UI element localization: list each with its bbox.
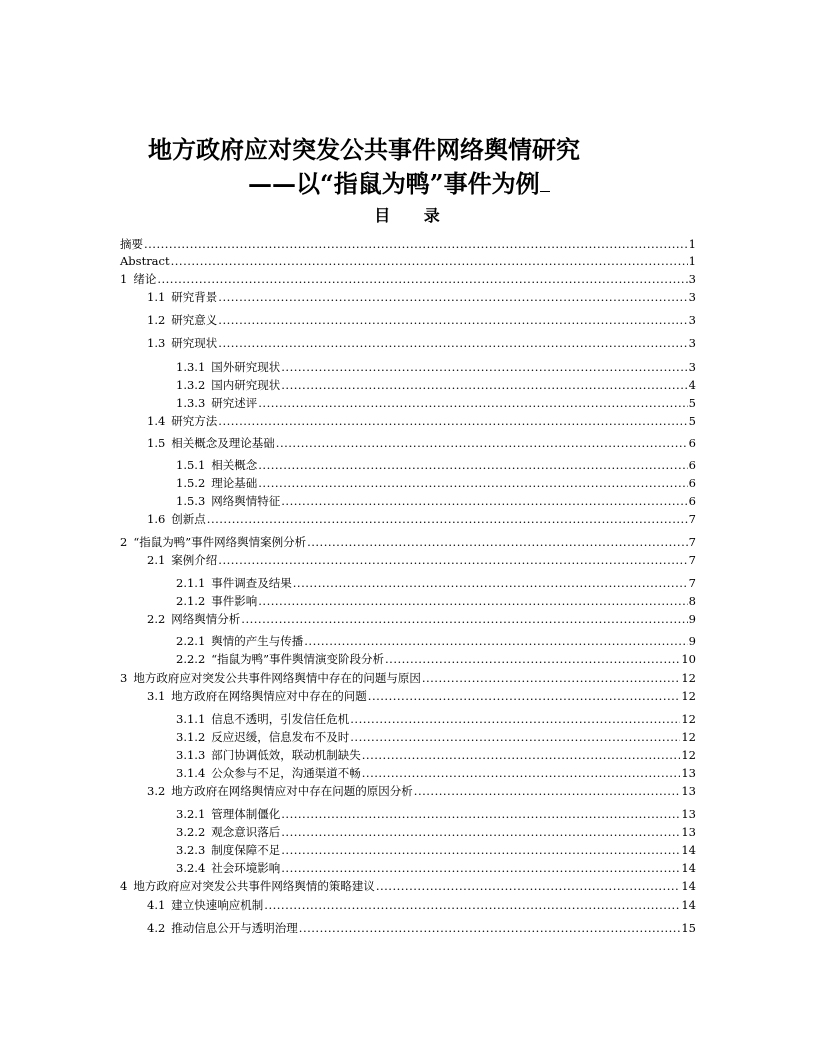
toc-entry[interactable] (120, 512, 696, 526)
toc-dot-leader (241, 612, 687, 626)
toc-entry[interactable] (120, 436, 696, 450)
toc-entry[interactable] (120, 861, 696, 875)
toc-entry[interactable] (120, 360, 696, 374)
toc-entry-number: 3.1.2 (176, 730, 206, 744)
toc-entry-number: 1.1 (147, 290, 166, 304)
toc-entry-title (147, 313, 217, 327)
toc-entry-number: 1.5.3 (176, 494, 206, 508)
toc-entry-title (120, 237, 143, 251)
toc-entry[interactable] (120, 494, 696, 508)
toc-entry[interactable] (120, 689, 696, 703)
toc-entry-number: 1.3 (147, 336, 166, 350)
toc-entry[interactable] (120, 553, 696, 567)
toc-page-number: 7 (688, 576, 696, 590)
toc-dot-leader (207, 512, 688, 526)
toc-entry-title (120, 254, 170, 268)
toc-entry-number: 1.6 (147, 512, 166, 526)
toc-page-number: 7 (688, 535, 696, 549)
toc-entry-number: 3.2.4 (176, 861, 206, 875)
toc-dot-leader (299, 921, 681, 935)
toc-entry-label: 国内研究现状 (211, 378, 281, 392)
toc-entry-number: 4.2 (147, 921, 166, 935)
toc-entry-label: 事件调查及结果 (211, 576, 292, 590)
toc-page-number: 7 (688, 553, 696, 567)
toc-entry[interactable] (120, 879, 696, 893)
toc-entry-title (147, 612, 240, 626)
toc-dot-leader (281, 360, 687, 374)
toc-page-number: 12 (681, 689, 696, 703)
toc-page-number: 7 (688, 512, 696, 526)
toc-entry[interactable] (120, 612, 696, 626)
toc-page-number: 6 (688, 494, 696, 508)
toc-dot-leader (258, 396, 687, 410)
toc-entry-number: 1.3.2 (176, 378, 206, 392)
toc-entry-label: 观念意识落后 (211, 825, 281, 839)
toc-entry-title (147, 921, 298, 935)
toc-entry-number: 3.2.1 (176, 807, 206, 821)
toc-entry[interactable] (120, 921, 696, 935)
toc-entry-number: 2 (120, 535, 128, 549)
toc-dot-leader (307, 535, 688, 549)
toc-heading: 目 录 (374, 206, 454, 225)
toc-entry-label: 绪论 (133, 272, 157, 286)
toc-dot-leader (350, 730, 680, 744)
toc-page-number: 12 (681, 712, 696, 726)
toc-page-number: 9 (688, 612, 696, 626)
toc-dot-leader (258, 458, 687, 472)
toc-entry-number: 3 (120, 671, 128, 685)
toc-dot-leader (281, 825, 680, 839)
toc-entry-title (147, 512, 206, 526)
toc-entry[interactable] (120, 748, 696, 762)
toc-entry-label: 建立快速响应机制 (171, 898, 264, 912)
toc-entry-label: 国外研究现状 (211, 360, 281, 374)
toc-entry-number: 1.3.3 (176, 396, 206, 410)
toc-page-number: 8 (688, 594, 696, 608)
toc-entry-title (176, 843, 280, 857)
toc-entry[interactable] (120, 898, 696, 912)
toc-page-number: 13 (681, 784, 696, 798)
toc-entry-number: 1.5 (147, 436, 166, 450)
toc-entry[interactable] (120, 712, 696, 726)
toc-entry[interactable] (120, 784, 696, 798)
toc-entry[interactable] (120, 458, 696, 472)
toc-page-number: 10 (681, 652, 696, 666)
document-title: 地方政府应对突发公共事件网络舆情研究 (148, 135, 580, 164)
toc-entry-title (120, 535, 306, 549)
toc-entry-label: 社会环境影响 (211, 861, 281, 875)
toc-page-number: 14 (681, 861, 696, 875)
toc-entry-label: 研究现状 (171, 336, 218, 350)
toc-entry-label: 管理体制僵化 (211, 807, 281, 821)
toc-entry-label: “指鼠为鸭”事件网络舆情案例分析 (133, 535, 307, 549)
toc-entry-label: 公众参与不足，沟通渠道不畅 (211, 766, 361, 780)
toc-entry-number: 1.4 (147, 414, 166, 428)
toc-entry-label: 网络舆情特征 (211, 494, 281, 508)
document-subtitle-text: ——以“指鼠为鸭”事件为例 (248, 169, 540, 198)
toc-page-number: 12 (681, 730, 696, 744)
toc-page-number: 6 (688, 436, 696, 450)
toc-dot-leader (144, 237, 688, 251)
toc-entry-number: 3.1.1 (176, 712, 206, 726)
toc-dot-leader (157, 272, 687, 286)
toc-dot-leader (171, 254, 688, 268)
toc-entry-number: 1.5.2 (176, 476, 206, 490)
toc-entry-title (147, 436, 275, 450)
toc-entry-title (176, 494, 280, 508)
toc-dot-leader (281, 494, 687, 508)
toc-entry-label: Abstract (120, 254, 170, 268)
toc-entry[interactable] (120, 843, 696, 857)
toc-dot-leader (350, 712, 680, 726)
toc-page-number: 1 (688, 237, 696, 251)
toc-page-number: 14 (681, 879, 696, 893)
toc-entry-label: 摘要 (120, 237, 143, 251)
toc-dot-leader (218, 553, 687, 567)
toc-page-number: 3 (688, 336, 696, 350)
toc-page-number: 9 (688, 634, 696, 648)
toc-entry-label: 相关概念及理论基础 (171, 436, 275, 450)
toc-entry-title (147, 290, 217, 304)
toc-dot-leader (293, 576, 688, 590)
toc-entry-label: 研究方法 (171, 414, 218, 428)
toc-page-number: 3 (688, 272, 696, 286)
toc-dot-leader (368, 689, 681, 703)
toc-page-number: 6 (688, 476, 696, 490)
toc-entry-label: 网络舆情分析 (171, 612, 241, 626)
toc-entry-number: 2.2 (147, 612, 166, 626)
toc-entry-title (147, 784, 413, 798)
toc-entry[interactable] (120, 535, 696, 549)
toc-entry-label: 推动信息公开与透明治理 (171, 921, 298, 935)
toc-entry-label: 创新点 (171, 512, 206, 526)
toc-entry[interactable] (120, 634, 696, 648)
toc-entry-number: 4 (120, 879, 128, 893)
toc-entry-title (176, 766, 361, 780)
toc-entry[interactable] (120, 825, 696, 839)
toc-entry-label: 相关概念 (211, 458, 258, 472)
toc-dot-leader (362, 748, 681, 762)
toc-dot-leader (281, 861, 680, 875)
toc-entry-number: 2.1.1 (176, 576, 206, 590)
toc-entry-title (176, 861, 280, 875)
toc-entry-title (176, 458, 257, 472)
toc-page-number: 3 (688, 360, 696, 374)
toc-entry[interactable] (120, 807, 696, 821)
toc-entry-number: 3.1 (147, 689, 166, 703)
toc-entry-number: 2.1.2 (176, 594, 206, 608)
toc-entry-title (147, 553, 217, 567)
toc-entry-label: 地方政府在网络舆情应对中存在问题的原因分析 (171, 784, 413, 798)
toc-entry-label: 信息不透明，引发信任危机 (211, 712, 350, 726)
toc-entry-number: 3.2 (147, 784, 166, 798)
toc-page-number: 13 (681, 825, 696, 839)
toc-entry-label: 案例介绍 (171, 553, 218, 567)
toc-dot-leader (362, 766, 681, 780)
toc-dot-leader (218, 336, 687, 350)
toc-entry[interactable] (120, 336, 696, 350)
toc-entry-title (147, 689, 367, 703)
toc-entry-number: 1.5.1 (176, 458, 206, 472)
toc-page-number: 3 (688, 313, 696, 327)
toc-entry-title (176, 576, 292, 590)
toc-entry-label: 研究述评 (211, 396, 258, 410)
toc-entry[interactable] (120, 272, 696, 286)
toc-entry-title (176, 476, 257, 490)
toc-page-number: 13 (681, 766, 696, 780)
toc-entry-title (176, 360, 280, 374)
toc-dot-leader (218, 313, 687, 327)
document-subtitle (248, 164, 550, 199)
toc-page-number: 14 (681, 843, 696, 857)
toc-entry-number: 1.3.1 (176, 360, 206, 374)
toc-entry-title (176, 652, 384, 666)
toc-dot-leader (304, 634, 687, 648)
toc-entry[interactable] (120, 594, 696, 608)
toc-page-number: 13 (681, 807, 696, 821)
toc-entry-label: 制度保障不足 (211, 843, 281, 857)
toc-dot-leader (258, 594, 687, 608)
toc-entry-number: 2.1 (147, 553, 166, 567)
toc-entry-number: 2.2.1 (176, 634, 206, 648)
toc-entry[interactable] (120, 576, 696, 590)
toc-entry[interactable] (120, 237, 696, 251)
toc-dot-leader (385, 652, 680, 666)
toc-page-number: 4 (688, 378, 696, 392)
toc-entry-title (147, 336, 217, 350)
toc-page-number: 12 (681, 748, 696, 762)
toc-dot-leader (218, 290, 687, 304)
toc-entry-label: 理论基础 (211, 476, 258, 490)
text-cursor (540, 171, 550, 192)
toc-entry-label: 地方政府应对突发公共事件网络舆情中存在的问题与原因 (133, 671, 421, 685)
toc-dot-leader (281, 843, 680, 857)
toc-page-number: 14 (681, 898, 696, 912)
toc-page-number: 3 (688, 290, 696, 304)
toc-entry-label: 反应迟缓，信息发布不及时 (211, 730, 350, 744)
toc-dot-leader (218, 414, 687, 428)
toc-entry[interactable] (120, 254, 696, 268)
toc-dot-leader (264, 898, 680, 912)
toc-entry[interactable] (120, 766, 696, 780)
toc-entry-title (176, 396, 257, 410)
toc-entry-number: 1 (120, 272, 128, 286)
toc-entry-label: 舆情的产生与传播 (211, 634, 304, 648)
toc-entry[interactable] (120, 652, 696, 666)
toc-entry-number: 2.2.2 (176, 652, 206, 666)
toc-entry-number: 3.2.2 (176, 825, 206, 839)
toc-dot-leader (376, 879, 681, 893)
toc-entry-label: “指鼠为鸭”事件舆情演变阶段分析 (211, 652, 385, 666)
toc-page-number: 15 (681, 921, 696, 935)
toc-dot-leader (258, 476, 687, 490)
toc-entry-title (147, 414, 217, 428)
toc-entry-title (176, 712, 349, 726)
toc-entry[interactable] (120, 313, 696, 327)
toc-entry-label: 部门协调低效，联动机制缺失 (211, 748, 361, 762)
toc-dot-leader (414, 784, 681, 798)
toc-entry[interactable] (120, 414, 696, 428)
toc-entry[interactable] (120, 730, 696, 744)
toc-entry-title (176, 807, 280, 821)
toc-page-number: 6 (688, 458, 696, 472)
toc-dot-leader (422, 671, 681, 685)
toc-entry[interactable] (120, 290, 696, 304)
toc-entry[interactable] (120, 378, 696, 392)
toc-dot-leader (281, 378, 687, 392)
toc-entry[interactable] (120, 476, 696, 490)
toc-entry-label: 研究背景 (171, 290, 218, 304)
toc-entry-label: 研究意义 (171, 313, 218, 327)
toc-entry[interactable] (120, 396, 696, 410)
toc-entry-title (176, 825, 280, 839)
toc-entry-number: 3.1.3 (176, 748, 206, 762)
toc-entry-title (176, 634, 303, 648)
toc-entry-title (176, 730, 349, 744)
toc-dot-leader (276, 436, 688, 450)
toc-entry-number: 3.1.4 (176, 766, 206, 780)
toc-entry-label: 事件影响 (211, 594, 258, 608)
toc-page-number: 12 (681, 671, 696, 685)
toc-entry[interactable] (120, 671, 696, 685)
toc-entry-label: 地方政府应对突发公共事件网络舆情的策略建议 (133, 879, 375, 893)
toc-page-number: 5 (688, 414, 696, 428)
toc-entry-title (120, 879, 375, 893)
toc-entry-label: 地方政府在网络舆情应对中存在的问题 (171, 689, 367, 703)
toc-page-number: 1 (688, 254, 696, 268)
toc-entry-title (147, 898, 263, 912)
toc-entry-number: 4.1 (147, 898, 166, 912)
toc-entry-title (120, 272, 156, 286)
toc-entry-title (176, 748, 361, 762)
toc-dot-leader (281, 807, 680, 821)
toc-entry-title (176, 378, 280, 392)
toc-entry-title (176, 594, 257, 608)
toc-entry-number: 3.2.3 (176, 843, 206, 857)
toc-page-number: 5 (688, 396, 696, 410)
toc-entry-number: 1.2 (147, 313, 166, 327)
toc-entry-title (120, 671, 421, 685)
